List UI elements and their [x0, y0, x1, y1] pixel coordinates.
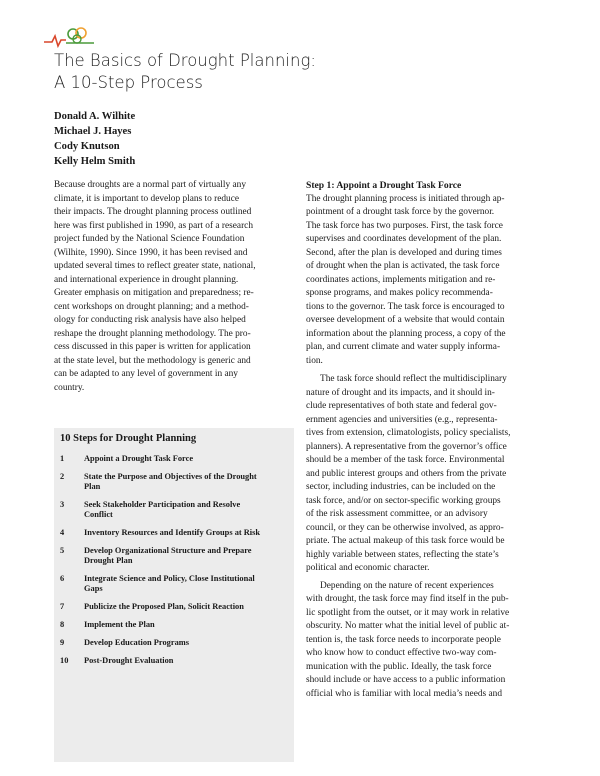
text-line: Greater emphasis on mitigation and preparedness; re-: [54, 288, 254, 298]
intro-paragraph: [54, 179, 294, 395]
step-label-line: Conflict: [84, 510, 113, 519]
text-line: oversee development of a website that would contain: [306, 315, 505, 325]
step-label: [84, 546, 294, 566]
step-number: 7: [60, 602, 65, 611]
step-label: [84, 574, 294, 594]
text-line: (Wilhite, 1990). Since 1990, it has been revised and: [54, 247, 248, 258]
step-number: 10: [60, 656, 69, 665]
step-item: [54, 454, 294, 464]
text-line: should be a member of the task force. Environmental: [306, 455, 505, 465]
author-name: Michael J. Hayes: [54, 126, 132, 137]
steps-list: [54, 454, 294, 674]
text-line: munication with the public. Ideally, the task force: [306, 661, 492, 672]
step1-paragraph-3: [306, 580, 558, 702]
text-line: nature of drought and its impacts, and it should in-: [306, 387, 495, 398]
steps-sidebar-box: [54, 428, 294, 762]
step-item: [54, 620, 294, 630]
step-label: [84, 500, 294, 520]
step-number: 5: [60, 546, 65, 555]
text-line: tention is, the task force needs to incorporate people: [306, 634, 501, 645]
step-number: 6: [60, 574, 65, 583]
text-line: Second, after the plan is developed and during times: [306, 247, 502, 258]
step-label-line: Seek Stakeholder Participation and Resolve: [84, 500, 241, 509]
text-line: coordinates actions, implements mitigation and re-: [306, 274, 496, 285]
text-line: council, or they can be otherwise involved, as appro-: [306, 522, 504, 533]
text-line: of drought when the plan is activated, the task force: [306, 261, 500, 271]
step-label: [84, 638, 294, 648]
text-line: priate. The actual makeup of this task force would be: [306, 536, 505, 546]
step-label: [84, 620, 294, 630]
step-label-line: Plan: [84, 482, 101, 491]
step-item: [54, 656, 294, 666]
text-line: political and economic character.: [306, 563, 430, 573]
step1-paragraph-1: [306, 193, 558, 369]
step1-section: [306, 179, 558, 701]
step-label: [84, 472, 294, 492]
step-item: [54, 638, 294, 648]
step-number: 3: [60, 500, 65, 509]
text-line: cess discussed in this paper is written for application: [54, 342, 251, 352]
text-line: and international experience in drought planning.: [54, 274, 239, 285]
step-label-line: Drought Plan: [84, 556, 133, 565]
text-line: clude representatives of both state and federal gov-: [306, 401, 497, 411]
text-line: The drought planning process is initiated through ap-: [306, 193, 505, 204]
step-label-line: Develop Organizational Structure and Prepare: [84, 546, 252, 555]
text-line: highly variable between states, reflecting the state’s: [306, 549, 499, 560]
text-line: lic spotlight from the outset, or it may work in relative: [306, 607, 510, 618]
step-label-line: Implement the Plan: [84, 620, 155, 629]
text-line: plan, and current climate and water supply informa-: [306, 342, 501, 352]
text-line: task force, and/or on sector-specific working groups: [306, 495, 501, 506]
text-line: official who is familiar with local media’s needs and: [306, 688, 502, 699]
title-line: The Basics of Drought Planning:: [54, 51, 316, 70]
step-number: 9: [60, 638, 65, 647]
text-line: The task force should reflect the multidisciplinary: [320, 374, 507, 384]
step-label-line: State the Purpose and Objectives of the Drought: [84, 472, 257, 481]
step-item: [54, 528, 294, 538]
text-line: tions to the governor. The task force is encouraged to: [306, 301, 505, 312]
text-line: cent workshops on drought planning; and a method-: [54, 301, 249, 312]
text-line: pointment of a drought task force by the governor.: [306, 207, 495, 217]
text-line: who know how to conduct effective two-way com-: [306, 648, 497, 658]
step-label: [84, 454, 294, 464]
step-item: [54, 602, 294, 612]
text-line: planners). A representative from the governor’s office: [306, 441, 507, 452]
title-line: A 10-Step Process: [54, 73, 203, 92]
text-line: and public interest groups and others from the private: [306, 468, 507, 479]
step-item: [54, 500, 294, 520]
text-line: Because droughts are a normal part of virtually any: [54, 180, 246, 190]
step-item: [54, 472, 294, 492]
text-line: supervises and coordinates development of the plan.: [306, 234, 502, 244]
text-line: ernment agencies and universities (e.g., representa-: [306, 414, 498, 425]
step-label: [84, 528, 294, 538]
step-number: 4: [60, 528, 65, 537]
text-line: climate, it is important to develop plans to reduce: [54, 193, 240, 204]
text-line: The task force has two purposes. First, the task force: [306, 220, 503, 231]
step-label: [84, 602, 294, 612]
step-label-line: Gaps: [84, 584, 103, 593]
text-line: tives from extension, climatologists, policy specialists,: [306, 428, 511, 438]
author-name: Cody Knutson: [54, 141, 120, 152]
text-line: Depending on the nature of recent experiences: [320, 580, 494, 591]
text-line: of the risk assessment committee, or an advisory: [306, 509, 488, 519]
step-label-line: Develop Education Programs: [84, 638, 189, 647]
page-title: [54, 50, 354, 94]
text-line: should include or have access to a public information: [306, 675, 506, 685]
step-item: [54, 574, 294, 594]
text-line: reshape the drought planning methodology. The pro-: [54, 328, 251, 339]
step1-paragraph-2: [306, 373, 558, 576]
text-line: project funded by the National Science Foundation: [54, 234, 245, 244]
text-line: updated several times to reflect greater state, national,: [54, 261, 256, 271]
text-line: sponse programs, and makes policy recommenda-: [306, 288, 493, 298]
text-line: with drought, the task force may find itself in the pub-: [306, 594, 509, 604]
text-line: can be adapted to any level of government in any: [54, 369, 238, 379]
step-label: [84, 656, 294, 666]
step-number: 8: [60, 620, 65, 629]
text-line: their impacts. The drought planning process outlined: [54, 207, 252, 217]
step-item: [54, 546, 294, 566]
step-label-line: Appoint a Drought Task Force: [84, 454, 194, 463]
text-line: tion.: [306, 355, 323, 366]
text-line: sector, including industries, can be included on the: [306, 482, 496, 492]
text-line: at the state level, but the methodology is generic and: [54, 355, 251, 366]
text-line: information about the planning process, a copy of the: [306, 328, 506, 339]
step-number: 1: [60, 454, 65, 463]
text-line: ology for conducting risk analysis have also helped: [54, 315, 246, 325]
step-label-line: Post-Drought Evaluation: [84, 656, 174, 665]
text-line: here was first published in 1990, as part of a research: [54, 220, 254, 231]
step-label-line: Integrate Science and Policy, Close Institutional: [84, 574, 255, 583]
author-name: Donald A. Wilhite: [54, 111, 136, 122]
ndmc-logo-icon: [44, 24, 96, 50]
steps-box-title: 10 Steps for Drought Planning: [60, 433, 197, 444]
author-name: Kelly Helm Smith: [54, 156, 136, 167]
step-label-line: Inventory Resources and Identify Groups at Risk: [84, 528, 261, 537]
author-list: [54, 109, 294, 169]
section-heading: Step 1: Appoint a Drought Task Force: [306, 180, 462, 191]
text-line: obscurity. No matter what the initial level of public at-: [306, 621, 510, 631]
step-number: 2: [60, 472, 65, 481]
step-label-line: Publicize the Proposed Plan, Solicit Reaction: [84, 602, 244, 611]
text-line: country.: [54, 382, 85, 393]
